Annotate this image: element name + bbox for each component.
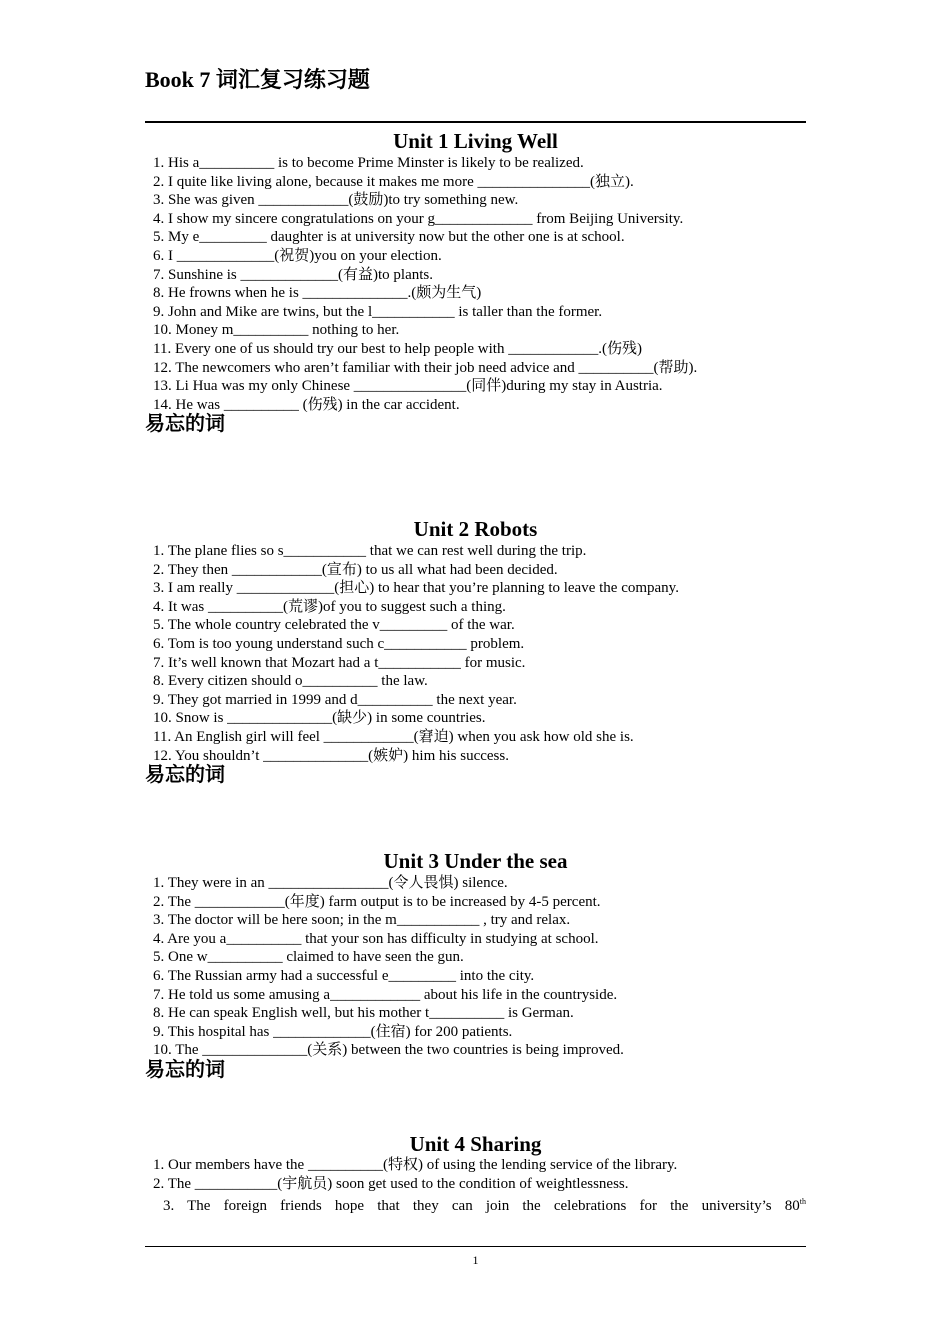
exercise-item: 8. He frowns when he is ______________.(颇为生气) [153,285,482,302]
exercise-item: 11. Every one of us should try our best to help people with ____________.(伤残) [153,340,642,357]
header-rule [145,121,806,123]
exercise-item: 7. Sunshine is _____________(有益)to plants. [153,266,433,283]
unit3-exercise-list [153,874,806,1060]
exercise-item: 6. I _____________(祝贺)you on your election. [153,247,442,264]
exercise-item: 8. Every citizen should o__________ the law. [153,673,428,690]
exercise-item: 12. The newcomers who aren’t familiar with their job need advice and __________(帮助). [153,359,698,376]
exercise-item: 2. The ___________(宇航员) soon get used to the condition of weightlessness. [153,1175,629,1192]
exercise-item: 2. I quite like living alone, because it makes me more _______________(独立). [153,173,634,190]
exercise-item: 1. The plane flies so s___________ that we can rest well during the trip. [153,543,587,559]
exercise-item: 11. An English girl will feel ____________(窘迫) when you ask how old she is. [153,728,634,745]
document-title: Book 7 词汇复习练习题 [145,67,370,92]
exercise-item: 10. The ______________(关系) between the two countries is being improved. [153,1042,624,1059]
exercise-item: 10. Money m__________ nothing to her. [153,322,400,339]
exercise-item: 10. Snow is ______________(缺少) in some countries. [153,710,486,727]
exercise-item: 5. My e_________ daughter is at university now but the other one is at school. [153,229,625,246]
exercise-item: 3. The doctor will be here soon; in the m___________ , try and relax. [153,912,571,929]
unit4-title: Unit 4 Sharing [409,1132,542,1156]
exercise-item: 9. This hospital has _____________(住宿) for 200 patients. [153,1023,513,1040]
page-number: 1 [472,1253,479,1267]
exercise-item: 8. He can speak English well, but his mother t__________ is German. [153,1005,574,1022]
exercise-item: 1. They were in an ________________(令人畏惧) silence. [153,875,508,891]
unit2-title: Unit 2 Robots [413,517,538,541]
unit4-exercise-item-3 [163,1193,806,1216]
exercise-item: 1. His a__________ is to become Prime Minster is likely to be realized. [153,155,584,171]
unit1-exercise-list [153,154,806,414]
exercise-item: 5. The whole country celebrated the v_________ of the war. [153,617,515,634]
unit3-memo-label: 易忘的词 [145,1059,225,1081]
exercise-item: 3. I am really _____________(担心) to hear that you’re planning to leave the company. [153,580,679,597]
exercise-item: 12. You shouldn’t ______________(嫉妒) him his success. [153,747,509,764]
exercise-item: 4. Are you a__________ that your son has difficulty in studying at school. [153,930,599,947]
exercise-item: 4. It was __________(荒谬)of you to suggest such a thing. [153,598,506,615]
exercise-item: 2. The ____________(年度) farm output is to be increased by 4-5 percent. [153,893,601,910]
exercise-item: 1. Our members have the __________(特权) of using the lending service of the library. [153,1157,678,1173]
unit1-title: Unit 1 Living Well [393,129,558,153]
ordinal-superscript: th [799,1197,806,1206]
exercise-item: 2. They then ____________(宣布) to us all what had been decided. [153,561,558,578]
exercise-item-text: 3. The foreign friends hope that they can join the celebrations for the university’s 80 [163,1198,800,1214]
exercise-item: 9. They got married in 1999 and d__________ the next year. [153,691,517,708]
exercise-item: 4. I show my sincere congratulations on your g_____________ from Beijing University. [153,210,684,227]
unit1-memo-label: 易忘的词 [145,413,225,435]
exercise-item: 5. One w__________ claimed to have seen the gun. [153,949,464,966]
exercise-item: 7. He told us some amusing a____________ about his life in the countryside. [153,986,618,1003]
exercise-item: 9. John and Mike are twins, but the l___________ is taller than the former. [153,303,603,320]
exercise-item: 7. It’s well known that Mozart had a t___________ for music. [153,654,526,671]
footer-rule [145,1246,806,1247]
exercise-item: 6. The Russian army had a successful e_________ into the city. [153,967,535,984]
exercise-item: 13. Li Hua was my only Chinese _______________(同伴)during my stay in Austria. [153,378,663,395]
unit2-exercise-list [153,542,806,765]
unit4-exercise-list [153,1156,806,1193]
exercise-item: 6. Tom is too young understand such c___________ problem. [153,635,525,652]
exercise-item: 14. He was __________ (伤残) in the car accident. [153,396,460,413]
unit2-memo-label: 易忘的词 [145,764,225,786]
exercise-item: 3. She was given ____________(鼓励)to try something new. [153,192,519,209]
unit3-title: Unit 3 Under the sea [383,849,568,873]
